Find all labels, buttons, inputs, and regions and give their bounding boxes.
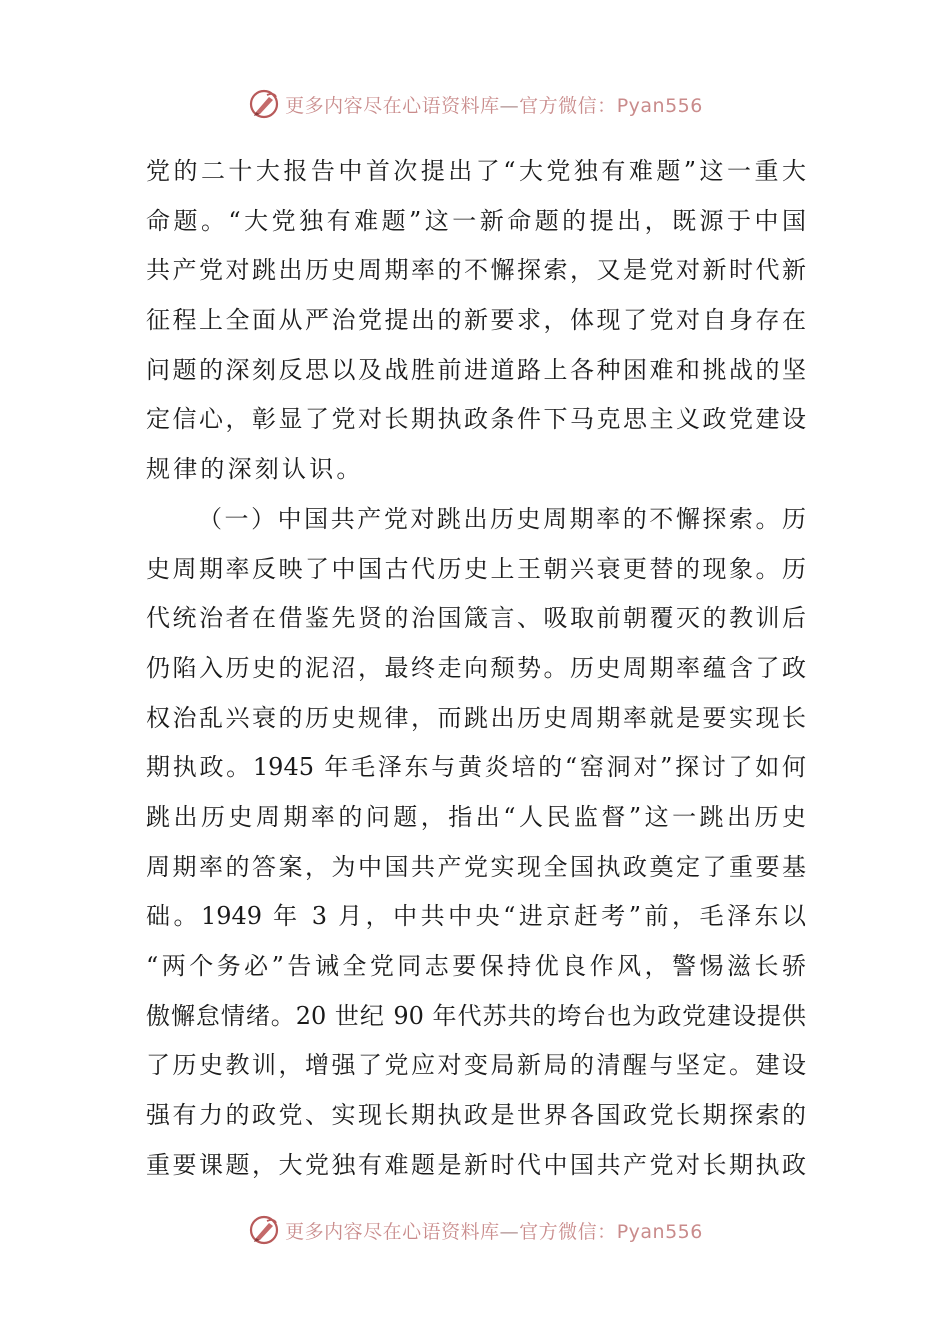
text-line: 重要课题，大党独有难题是新时代中国共产党对长期执政 <box>146 1150 806 1179</box>
text-line: 史周期率反映了中国古代历史上王朝兴衰更替的现象。历 <box>146 554 806 583</box>
pen-scroll-logo-icon <box>247 87 281 121</box>
text-line: 定信心，彰显了党对长期执政条件下马克思主义政党建设 <box>146 405 806 434</box>
text-line: 仍陷入历史的泥沼，最终走向颓势。历史周期率蕴含了政 <box>146 653 806 682</box>
text-line: 命题。“大党独有难题”这一新命题的提出，既源于中国 <box>146 206 806 235</box>
text-line: 共产党对跳出历史周期率的不懈探索，又是党对新时代新 <box>146 256 806 285</box>
header-banner <box>0 84 950 124</box>
text-line: 代统治者在借鉴先贤的治国箴言、吸取前朝覆灭的教训后 <box>146 604 806 633</box>
text-line: 础。1949 年 3 月，中共中央“进京赶考”前，毛泽东以 <box>146 902 806 931</box>
text-line: 了历史教训，增强了党应对变局新局的清醒与坚定。建设 <box>146 1051 806 1080</box>
text-line: 强有力的政党、实现长期执政是世界各国政党长期探索的 <box>146 1101 806 1130</box>
text-line: 党的二十大报告中首次提出了“大党独有难题”这一重大 <box>146 157 806 185</box>
header-banner-text: 更多内容尽在心语资料库—官方微信：Pyan556 <box>285 94 703 117</box>
text-line: 问题的深刻反思以及战胜前进道路上各种困难和挑战的坚 <box>146 355 806 384</box>
footer-banner <box>0 1210 950 1250</box>
wechat-id: Pyan556 <box>616 94 703 117</box>
paragraph-heading-line: （一）中国共产党对跳出历史周期率的不懈探索。历 <box>198 504 806 533</box>
text-line: 权治乱兴衰的历史规律，而跳出历史周期率就是要实现长 <box>146 703 806 732</box>
pen-scroll-logo-icon <box>247 1213 281 1247</box>
text-line: 跳出历史周期率的问题，指出“人民监督”这一跳出历史 <box>146 802 806 831</box>
text-line: “两个务必”告诫全党同志要保持优良作风，警惕滋长骄 <box>146 952 806 980</box>
wechat-id: Pyan556 <box>616 1220 703 1243</box>
text-line: 规律的深刻认识。 <box>146 455 364 484</box>
text-line: 征程上全面从严治党提出的新要求，体现了党对自身存在 <box>146 306 806 335</box>
text-line: 期执政。1945 年毛泽东与黄炎培的“窑洞对”探讨了如何 <box>146 753 806 782</box>
text-line: 周期率的答案，为中国共产党实现全国执政奠定了重要基 <box>146 852 806 881</box>
footer-banner-text: 更多内容尽在心语资料库—官方微信：Pyan556 <box>285 1220 703 1243</box>
text-line: 傲懈怠情绪。20 世纪 90 年代苏共的垮台也为政党建设提供 <box>146 1001 806 1030</box>
document-body <box>146 147 806 1190</box>
